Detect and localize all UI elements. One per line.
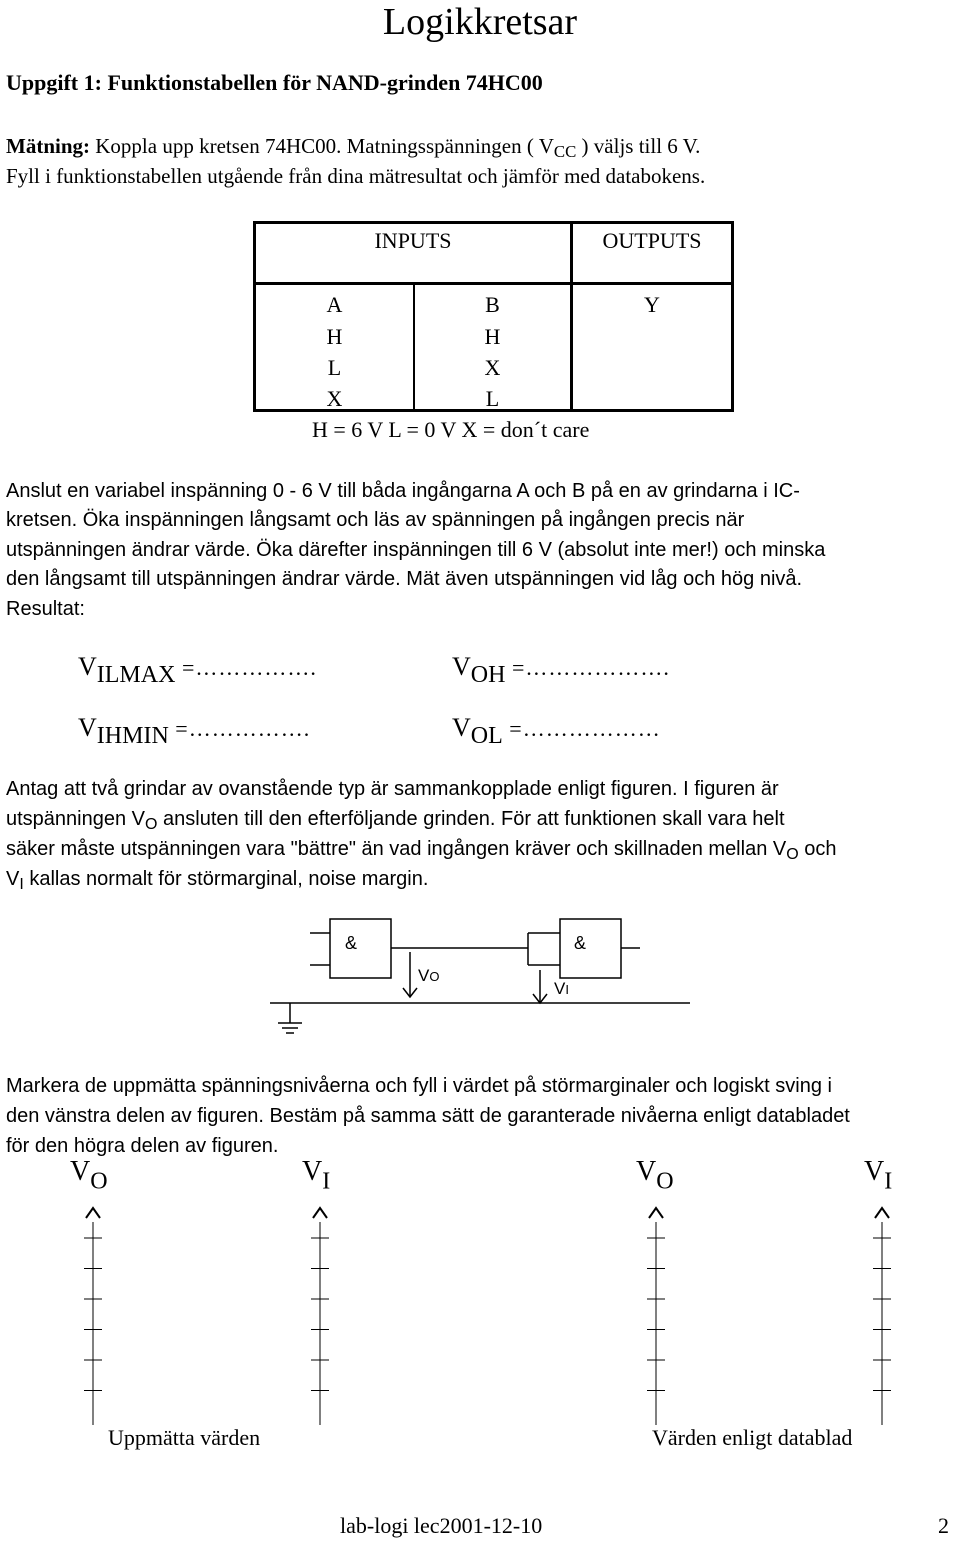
axis-vo-left-arrowhead [86,1208,100,1218]
para3-line-1: Markera de uppmätta spänningsnivåerna och fyll i värdet på störmarginaler och logiskt sving i [6,1075,832,1097]
para2-line-2-sub: O [145,816,158,833]
vol-sub: OL [470,723,503,750]
vihmin-v: V [78,713,97,742]
axis-vi-left-arrowhead [313,1208,327,1218]
voh-sub: OH [470,662,506,689]
measure-text-1: Koppla upp kretsen 74HC00. Matningsspänningen ( V [95,134,554,158]
axis-vi-right-sub: I [884,1168,893,1195]
vol-blank: =……………… [502,716,661,741]
para2-line-3a: säker måste utspänningen vara "bättre" än vad ingången kräver och skillnaden mellan V [6,838,787,860]
vo-label-sub: O [429,969,440,984]
vi-label-v: V [554,979,566,998]
axis-vi-left-v: V [302,1156,323,1187]
para1-line-1: Anslut en variabel inspänning 0 - 6 V till båda ingångarna A och B på en av grindarna i IC- [6,480,800,502]
vihmin-sub: IHMIN [96,723,169,750]
para1-line-5: Resultat: [6,598,85,620]
gate-2-symbol: & [574,933,587,953]
axis-vo-right-v: V [636,1156,657,1187]
caption-datasheet: Värden enligt datablad [652,1425,853,1450]
para1-line-3: utspänningen ändrar värde. Öka därefter inspänningen till 6 V (absolut inte mer!) och minska [6,539,826,561]
table-legend: H = 6 V L = 0 V X = don´t care [312,417,590,442]
col-y-header: Y [644,292,660,317]
axis-vo-right-arrowhead [649,1208,663,1218]
axis-vo-left-v: V [70,1156,91,1187]
table-row-2-a: L [327,355,342,380]
col-a-header: A [326,292,343,317]
caption-measured: Uppmätta värden [108,1425,261,1450]
task-heading: Uppgift 1: Funktionstabellen för NAND-grinden 74HC00 [6,70,543,95]
para1-line-2: kretsen. Öka inspänningen långsamt och läs av spänningen på ingången precis när [6,509,745,531]
axis-vo-right-sub: O [656,1168,674,1195]
outputs-header: OUTPUTS [602,228,702,253]
measure-label: Mätning: [6,134,90,158]
vihmin-blank: =……………. [168,716,311,741]
table-row-1-a: H [326,324,343,349]
para2-line-3-sub: O [786,846,799,863]
para2-line-2a: utspänningen V [6,808,146,830]
para2-line-4b: kallas normalt för störmarginal, noise margin. [23,868,429,890]
col-b-header: B [485,292,500,317]
voh-blank: =………………. [505,655,670,680]
measure-line-2: Fyll i funktionstabellen utgående från dina mätresultat och jämför med databokens. [6,164,706,188]
vol-v: V [452,713,471,742]
para1-line-4: den långsamt till utspänningen ändrar värde. Mät även utspänningen vid låg och hög nivå. [6,568,803,590]
vi-label-sub: I [565,982,569,997]
axis-vi-left-sub: I [322,1168,331,1195]
page-number: 2 [938,1513,949,1538]
page-title: Logikkretsar [382,1,578,43]
vilmax-blank: =……………. [175,655,317,680]
vcc-subscript: CC [553,142,577,162]
table-row-2-b: X [484,355,501,380]
vilmax-v: V [78,652,97,681]
vilmax-sub: ILMAX [96,662,176,689]
axis-vo-left-sub: O [90,1168,108,1195]
para3-line-2: den vänstra delen av figuren. Bestäm på samma sätt de garanterade nivåerna enligt databladet [6,1105,850,1127]
table-row-3-b: L [485,386,500,411]
voh-v: V [452,652,471,681]
para2-line-3b: och [798,838,837,860]
measure-text-2: ) väljs till 6 V. [581,134,701,158]
table-row-3-a: X [326,386,343,411]
axis-vi-right-arrowhead [875,1208,889,1218]
para2-line-1: Antag att två grindar av ovanstående typ är sammankopplade enligt figuren. I figuren är [6,778,779,800]
para2-line-4-sub: I [19,876,24,893]
footer-center: lab-logi lec2001-12-10 [340,1513,543,1538]
axis-vi-right-v: V [864,1156,885,1187]
gate-1-symbol: & [345,933,358,953]
para3-line-3: för den högra delen av figuren. [6,1135,279,1157]
para2-line-2b: ansluten till den efterföljande grinden. För att funktionen skall vara helt [157,808,785,830]
para2-line-4a: V [6,868,20,890]
inputs-header: INPUTS [374,228,452,253]
table-row-1-b: H [484,324,501,349]
vo-label-v: V [418,966,430,985]
